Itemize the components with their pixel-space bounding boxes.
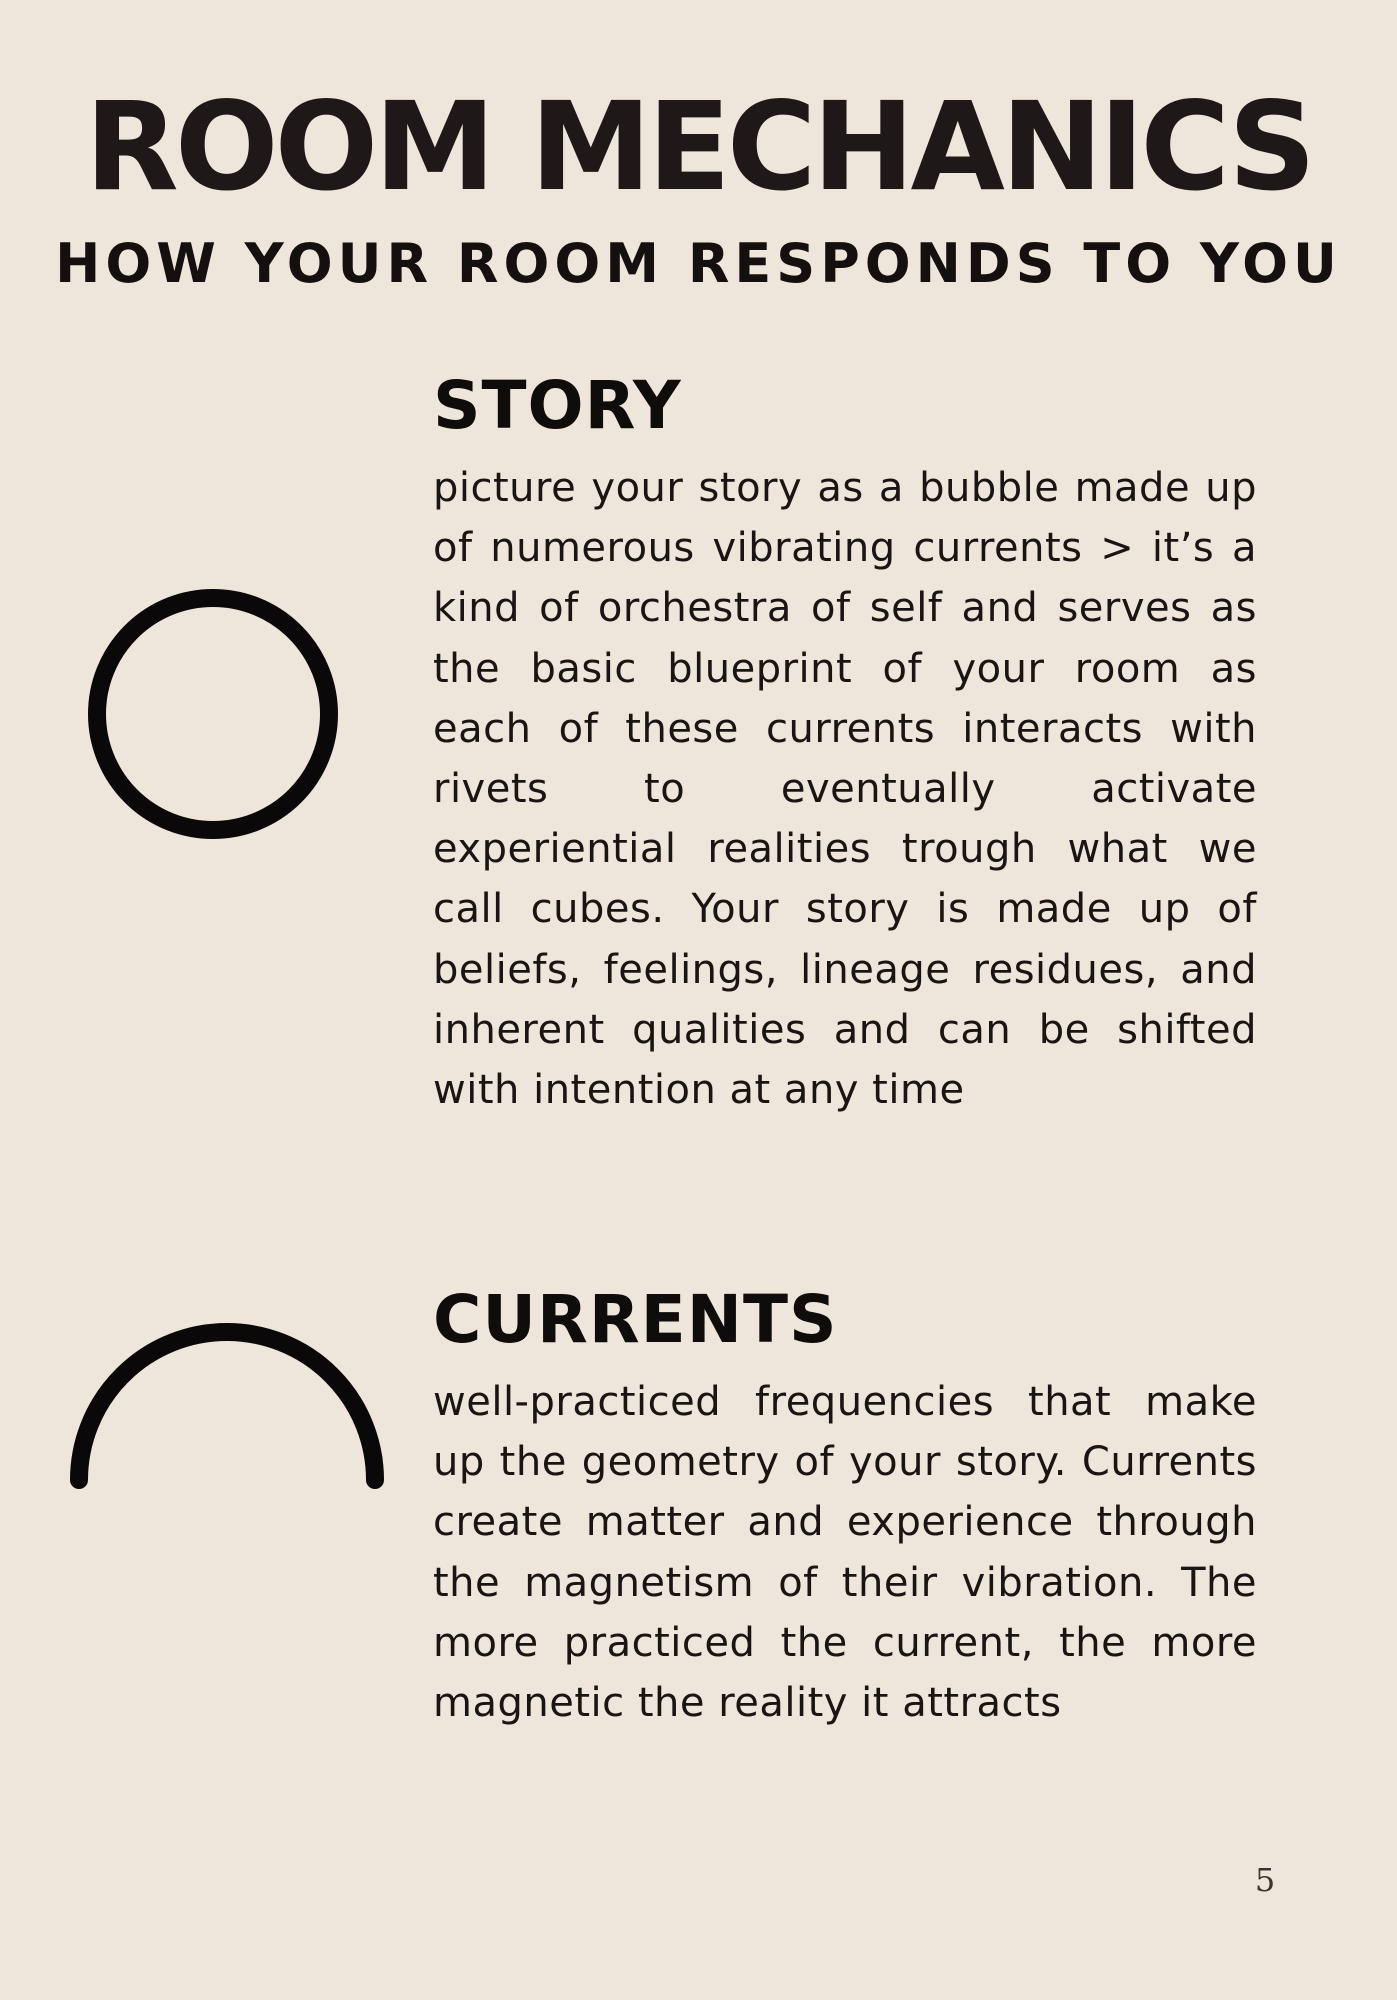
page-subtitle: HOW YOUR ROOM RESPONDS TO YOU bbox=[55, 232, 1342, 295]
currents-body: well-practiced frequencies that make up the geometry of your story. Currents create matter and experience through the magnetism of their vibration. The more practiced the current, the more magnetic the reality it attracts bbox=[433, 1379, 1257, 1727]
story-section bbox=[433, 366, 1257, 1120]
story-heading: STORY bbox=[433, 367, 682, 444]
circle-icon bbox=[70, 570, 360, 860]
story-body: picture your story as a bubble made up of numerous vibrating currents > it’s a kind of orchestra of self and serves as the basic blueprint of your room as each of these currents interacts with rivets to eventually activate experiential realities trough what we call cubes. Your story is made up of beliefs, feelings, lineage residues, and inherent qualities and can be shifted with intention at any time bbox=[433, 465, 1257, 1114]
page-number: 5 bbox=[1254, 1861, 1276, 1899]
currents-heading: CURRENTS bbox=[433, 1281, 838, 1358]
half-circle-arc-icon bbox=[60, 1310, 400, 1490]
page-title: ROOM MECHANICS bbox=[84, 76, 1313, 218]
currents-section bbox=[433, 1280, 1257, 1733]
